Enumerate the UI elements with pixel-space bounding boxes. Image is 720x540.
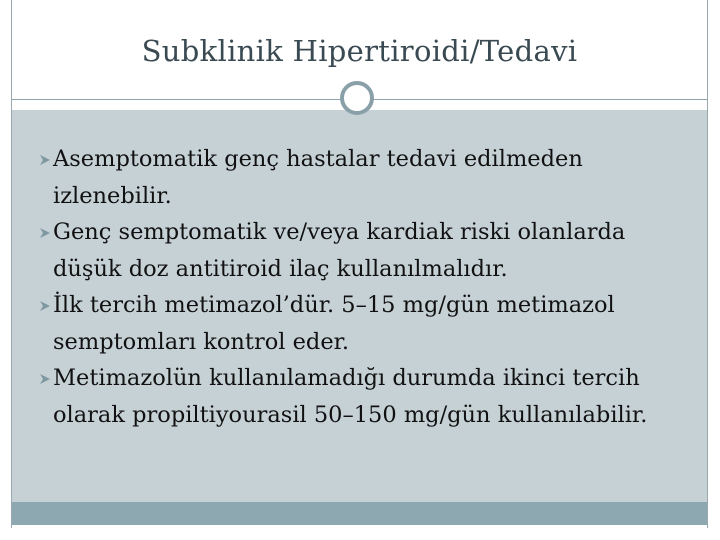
bullet-item xyxy=(40,141,700,214)
bullet-text: İlk tercih metimazol’dür. 5–15 mg/gün metimazol semptomları kontrol eder. xyxy=(53,292,615,355)
bullet-list xyxy=(40,141,700,433)
bullet-arrow-icon xyxy=(37,287,53,323)
slide-title: Subklinik Hipertiroidi/Tedavi xyxy=(141,34,578,68)
bullet-text: Asemptomatik genç hastalar tedavi edilmeden izlenebilir. xyxy=(53,146,583,209)
bullet-arrow-icon xyxy=(37,214,53,250)
ring-ornament-icon xyxy=(340,81,374,115)
bullet-text: Metimazolün kullanılamadığı durumda ikinci tercih olarak propiltiyourasil 50–150 mg/gün kullanılabilir. xyxy=(53,365,648,428)
bullet-arrow-icon xyxy=(37,141,53,177)
bullet-item xyxy=(40,360,700,433)
bullet-text: Genç semptomatik ve/veya kardiak riski olanlarda düşük doz antitiroid ilaç kullanılmalıdır. xyxy=(53,219,626,282)
bullet-item xyxy=(40,214,700,287)
bullet-item xyxy=(40,287,700,360)
bullet-arrow-icon xyxy=(37,360,53,396)
footer-bar xyxy=(12,502,707,525)
